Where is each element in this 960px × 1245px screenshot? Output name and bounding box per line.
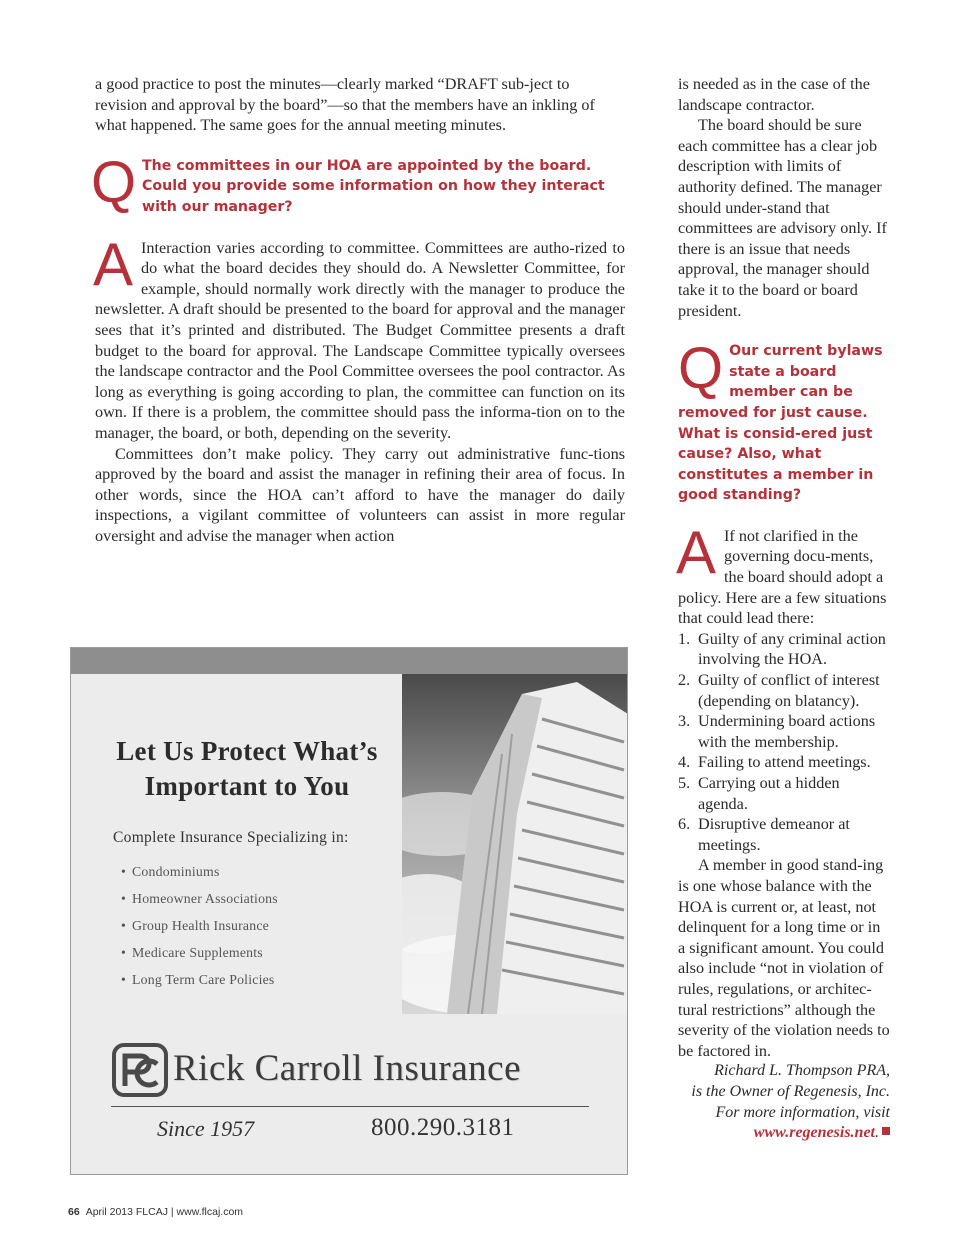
situation-text: Guilty of conflict of interest (depending on blatancy).	[698, 671, 880, 710]
question-2-text: Our current bylaws state a board member can be removed for just cause. What is consid-ered just cause? Also, what constitutes a member in good standing?	[678, 343, 883, 504]
answer-1	[93, 230, 625, 547]
answer-2	[676, 518, 890, 1144]
ad-service-item: • Medicare Supplements	[121, 939, 278, 966]
situation-text: Carrying out a hidden agenda.	[698, 774, 840, 813]
situation-item	[678, 711, 890, 752]
situation-number: 3.	[678, 712, 691, 731]
question-marker: Q	[678, 336, 724, 402]
page-number: 66	[68, 1206, 80, 1218]
page-footer	[68, 1206, 243, 1218]
ad-since: Since 1957	[157, 1116, 255, 1141]
footer-issue: April 2013 FLCAJ | www.flcaj.com	[85, 1206, 244, 1218]
regenesis-link[interactable]: www.regenesis.net	[753, 1124, 875, 1142]
rc-monogram-icon	[111, 1042, 169, 1098]
insurance-advertisement	[70, 647, 628, 1175]
situation-number: 1.	[678, 629, 691, 648]
byline-period: .	[875, 1124, 879, 1142]
ad-headline-line-1: Let Us Protect What’s	[116, 736, 378, 766]
ad-headline	[97, 734, 397, 804]
condo-tower-photo	[402, 674, 628, 1014]
situation-text: Undermining board actions with the membership.	[698, 712, 876, 751]
situation-item	[678, 670, 890, 711]
ad-headline-line-2: Important to You	[144, 771, 350, 801]
ad-text-panel	[71, 674, 401, 1014]
situation-number: 5.	[678, 774, 691, 792]
answer-marker: A	[676, 518, 717, 586]
ad-divider	[111, 1106, 589, 1107]
situation-number: 4.	[678, 753, 691, 772]
end-of-article-square-icon	[882, 1127, 890, 1135]
situation-text: Failing to attend meetings.	[698, 753, 871, 772]
situation-text: Disruptive demeanor at meetings.	[698, 815, 850, 854]
situation-number: 2.	[678, 671, 691, 690]
answer-2-intro: If not clarified in the governing docu-ments, the board should adopt a policy. Here are a few situations that could lead there:	[678, 526, 887, 628]
situation-item	[678, 629, 890, 670]
situation-number: 6.	[678, 815, 691, 834]
byline-line-3: For more information, visit	[715, 1103, 890, 1121]
question-1-text: The committees in our HOA are appointed by the board. Could you provide some information on how they interact with our manager?	[142, 157, 605, 215]
committee-job-description-paragraph: The board should be sure each committee has a clear job description with limits of authority defined. The manager should under-stand that committees are advisory only. If there is an issue that needs approval, the manager should take it to the board or board president.	[678, 116, 887, 320]
ad-top-bar	[71, 648, 627, 674]
byline-line-1: Richard L. Thompson PRA,	[714, 1062, 890, 1080]
left-column	[91, 74, 625, 546]
answer-1-paragraph-2: Committees don’t make policy. They carry out administrative func-tions approved by the board and assist the manager in refining their area of focus. In other words, since the HOA can’t afford to have the manager do daily inspections, a vigilant committee of volunteers can assist in more regular oversight and advise the manager when action	[95, 444, 625, 545]
ad-service-item: • Group Health Insurance	[121, 912, 278, 939]
ad-services-list	[121, 858, 278, 993]
just-cause-situations-list	[678, 629, 890, 856]
ad-phone: 800.290.3181	[371, 1114, 515, 1141]
good-standing-paragraph: A member in good stand-ing is one whose balance with the HOA is current or, at least, not delinquent for a long time or in a significant amount. You could also include “not in violation of rules, regulations, or architec-tural restrictions” although the severity of the violation needs to be factored in.	[678, 856, 890, 1060]
ad-brand-name: Rick Carroll Insurance	[173, 1048, 521, 1089]
right-column	[678, 74, 890, 1144]
question-1	[91, 149, 625, 218]
author-byline	[678, 1061, 890, 1143]
ad-service-item: • Homeowner Associations	[121, 885, 278, 912]
answer-1-paragraph-1: Interaction varies according to committee. Committees are autho-rized to do what the board decides they should do. A Newsletter Committee, for example, should normally work directly with the manager to produce the newsletter. A draft should be presented to the board for approval and the manager sees that it’s printed and distributed. The Budget Committee presents a draft budget to the board for approval. The Landscape Committee typically oversees the landscape contractor and the Pool Committee oversees the pool contractor. As long as everything is going according to plan, the committee can function on its own. If there is a problem, the committee should pass the informa-tion on to the manager, the board, or both, depending on the severity.	[95, 238, 625, 442]
ad-service-item: • Long Term Care Policies	[121, 966, 278, 993]
ad-logo-row	[111, 1040, 591, 1100]
situation-item	[678, 773, 890, 814]
ad-service-item: • Condominiums	[121, 858, 278, 885]
question-marker: Q	[91, 149, 137, 215]
situation-item	[678, 814, 890, 855]
situation-item	[678, 752, 890, 773]
question-2	[678, 336, 890, 506]
ad-subheading: Complete Insurance Specializing in:	[113, 829, 349, 846]
continuation-paragraph: is needed as in the case of the landscape contractor.	[678, 75, 870, 114]
answer-marker: A	[93, 230, 134, 298]
byline-line-2: is the Owner of Regenesis, Inc.	[691, 1082, 890, 1100]
situation-text: Guilty of any criminal action involving the HOA.	[698, 629, 886, 669]
intro-paragraph: a good practice to post the minutes—clearly marked “DRAFT sub-ject to revision and approval by the board”—so that the members have an inkling of what happened. The same goes for the annual meeting minutes.	[95, 75, 595, 135]
